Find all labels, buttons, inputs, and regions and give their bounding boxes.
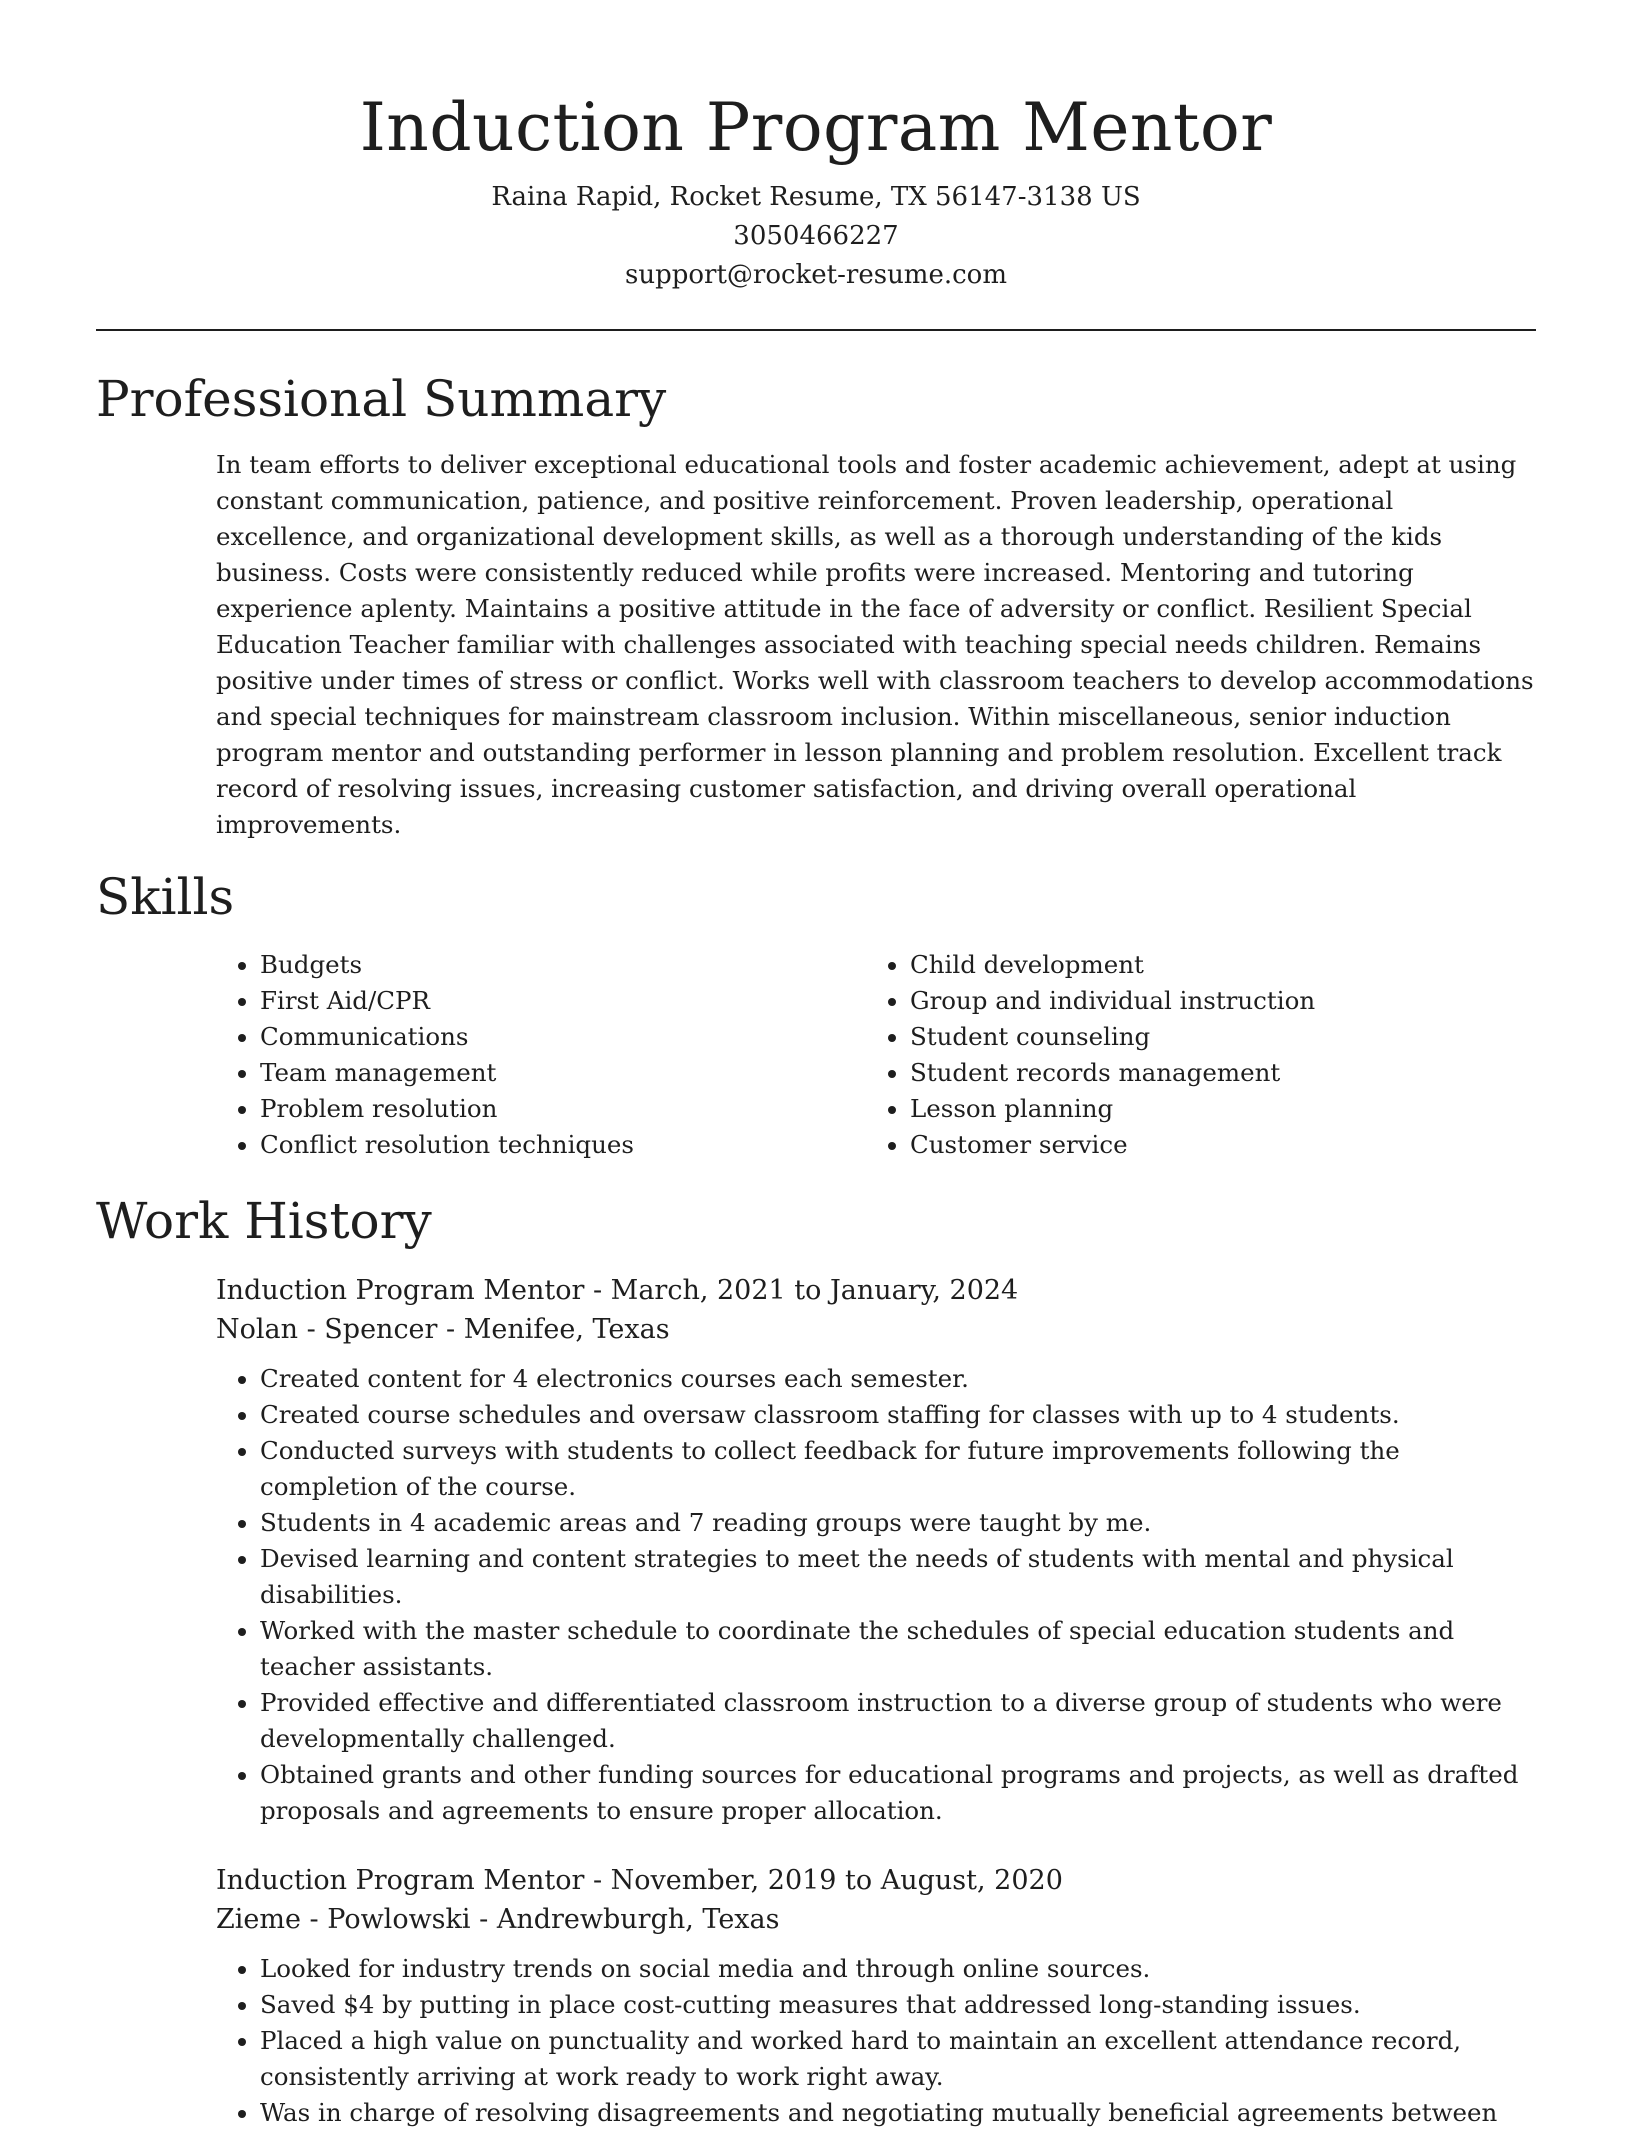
contact-address: Raina Rapid, Rocket Resume, TX 56147-3138 US bbox=[491, 182, 1141, 212]
skill-item: • Problem resolution bbox=[260, 1091, 866, 1127]
job-entry bbox=[216, 1271, 1536, 1829]
skills-list bbox=[216, 947, 1536, 1163]
skills-heading: Skills bbox=[96, 868, 235, 926]
resume-name: Induction Program Mentor bbox=[359, 89, 1273, 166]
skills-column-right bbox=[866, 947, 1516, 1163]
skill-item: • Group and individual instruction bbox=[910, 983, 1516, 1019]
resume-page bbox=[96, 0, 1536, 2131]
summary-text: In team efforts to deliver exceptional educational tools and foster academic achievement, adept at using constant communication, patience, and positive reinforcement. Proven leadership, operational excellence, and organizational development skills, as well as a thorough understanding of the kids business. Costs were consistently reduced while profits were increased. Mentoring and tutoring experience aplenty. Maintains a positive attitude in the face of adversity or conflict. Resilient Special Education Teacher familiar with challenges associated with teaching special needs children. Remains positive under times of stress or conflict. Works well with classroom teachers to develop accommodations and special techniques for mainstream classroom inclusion. Within miscellaneous, senior induction program mentor and outstanding performer in lesson planning and problem resolution. Excellent track record of resolving issues, increasing customer satisfaction, and driving overall operational improvements. bbox=[216, 450, 1534, 839]
job-bullets bbox=[216, 1951, 1536, 2131]
job-bullet: • Devised learning and content strategies to meet the needs of students with mental and physical disabilities. bbox=[260, 1541, 1536, 1613]
work-history-heading: Work History bbox=[96, 1192, 432, 1250]
summary-heading: Professional Summary bbox=[96, 370, 667, 428]
skills-column-left bbox=[216, 947, 866, 1163]
job-bullet: • Placed a high value on punctuality and worked hard to maintain an excellent attendance record, consistently arriving at work ready to work right away. bbox=[260, 2023, 1536, 2095]
skill-item: • Student counseling bbox=[910, 1019, 1516, 1055]
job-bullet: • Worked with the master schedule to coordinate the schedules of special education students and teacher assistants. bbox=[260, 1613, 1536, 1685]
skill-item: • Budgets bbox=[260, 947, 866, 983]
job-bullets bbox=[216, 1361, 1536, 1829]
job-entry bbox=[216, 1861, 1536, 2131]
contact-block bbox=[96, 178, 1536, 295]
contact-email: support@rocket-resume.com bbox=[624, 260, 1007, 290]
job-bullet: • Students in 4 academic areas and 7 reading groups were taught by me. bbox=[260, 1505, 1536, 1541]
job-title-line: Induction Program Mentor - November, 2019 to August, 2020 bbox=[216, 1865, 1063, 1896]
job-bullet: • Provided effective and differentiated classroom instruction to a diverse group of students who were developmentally challenged. bbox=[260, 1685, 1536, 1757]
skill-item: • Lesson planning bbox=[910, 1091, 1516, 1127]
job-bullet: • Obtained grants and other funding sources for educational programs and projects, as well as drafted proposals and agreements to ensure proper allocation. bbox=[260, 1757, 1536, 1829]
job-bullet: • Looked for industry trends on social media and through online sources. bbox=[260, 1951, 1536, 1987]
job-company-line: Nolan - Spencer - Menifee, Texas bbox=[216, 1314, 670, 1345]
skill-item: • Student records management bbox=[910, 1055, 1516, 1091]
job-title-line: Induction Program Mentor - March, 2021 to January, 2024 bbox=[216, 1275, 1019, 1306]
job-company-line: Zieme - Powlowski - Andrewburgh, Texas bbox=[216, 1904, 780, 1935]
skill-item: • Team management bbox=[260, 1055, 866, 1091]
skill-item: • Conflict resolution techniques bbox=[260, 1127, 866, 1163]
job-bullet: • Created content for 4 electronics courses each semester. bbox=[260, 1361, 1536, 1397]
skill-item: • First Aid/CPR bbox=[260, 983, 866, 1019]
contact-phone: 3050466227 bbox=[733, 221, 899, 251]
header-divider bbox=[96, 329, 1536, 331]
job-bullet: • Conducted surveys with students to collect feedback for future improvements following the completion of the course. bbox=[260, 1433, 1536, 1505]
job-bullet: • Saved $4 by putting in place cost-cutting measures that addressed long-standing issues. bbox=[260, 1987, 1536, 2023]
skill-item: • Customer service bbox=[910, 1127, 1516, 1163]
skill-item: • Child development bbox=[910, 947, 1516, 983]
job-bullet: • Created course schedules and oversaw classroom staffing for classes with up to 4 students. bbox=[260, 1397, 1536, 1433]
skill-item: • Communications bbox=[260, 1019, 866, 1055]
job-bullet: • Was in charge of resolving disagreements and negotiating mutually beneficial agreements between bbox=[260, 2095, 1536, 2131]
